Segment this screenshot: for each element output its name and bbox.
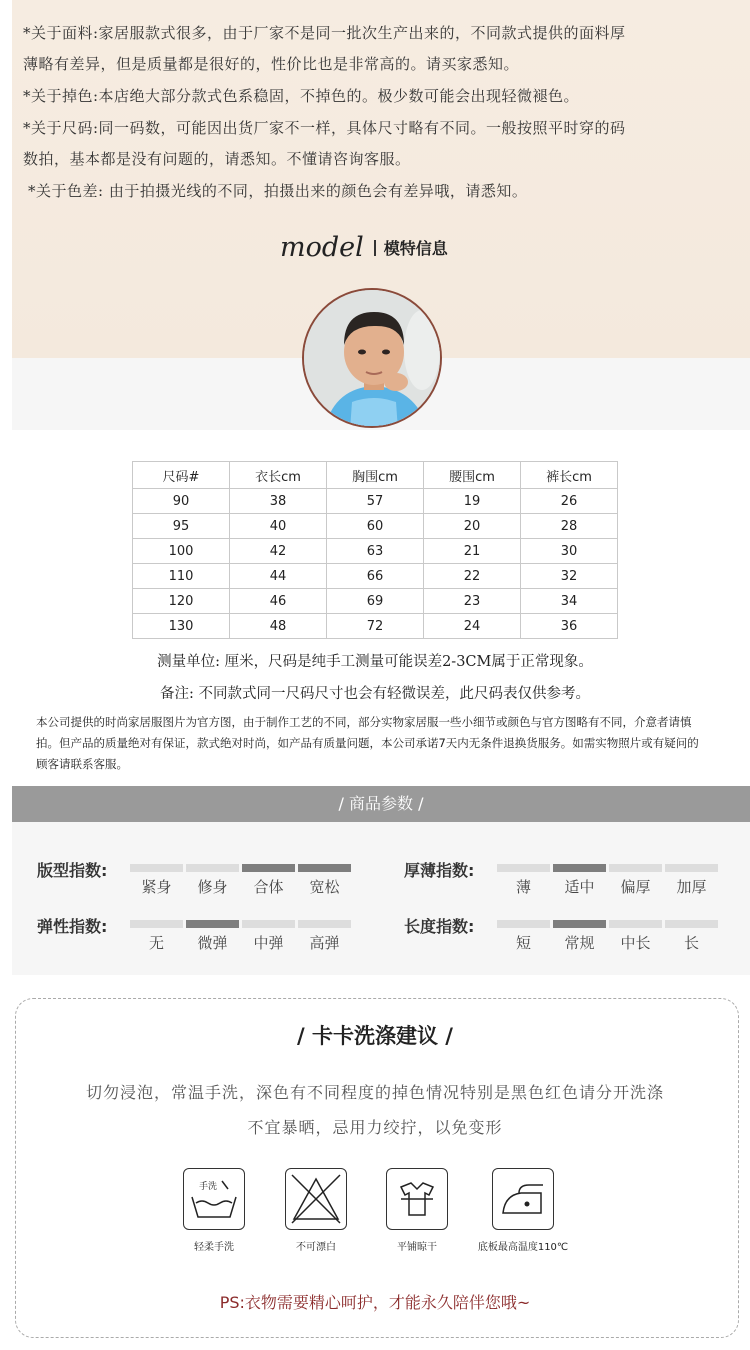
table-cell: 22 <box>424 564 521 589</box>
table-row <box>133 489 618 514</box>
flat-dry-icon <box>386 1168 448 1230</box>
note-fading: *关于掉色:本店绝大部分款式色系稳固，不掉色的。极少数可能会出现轻微褪色。 <box>23 87 580 105</box>
table-cell: 44 <box>230 564 327 589</box>
model-word: model <box>280 232 364 263</box>
company-disclaimer-line: 本公司提供的时尚家居服图片为官方图，由于制作工艺的不同，部分实物家居服一些小细节或颜色与官方图略有不同，介意者请慎 <box>36 715 692 729</box>
table-cell: 120 <box>133 589 230 614</box>
param-option: 修身 <box>186 864 239 897</box>
param-label-fit: 版型指数: <box>37 861 108 880</box>
table-cell: 46 <box>230 589 327 614</box>
param-option: 长 <box>665 920 718 953</box>
child-portrait-icon <box>304 290 442 428</box>
table-cell: 48 <box>230 614 327 639</box>
ps-note: PS:衣物需要精心呵护，才能永久陪伴您哦~ <box>219 1293 531 1312</box>
company-disclaimer <box>36 712 736 775</box>
param-option-active: 微弹 <box>186 920 239 953</box>
table-cell: 57 <box>327 489 424 514</box>
table-cell: 95 <box>133 514 230 539</box>
hand-wash-label: 手洗 <box>199 1182 218 1192</box>
table-cell: 36 <box>521 614 618 639</box>
param-option: 高弹 <box>298 920 351 953</box>
params-title-bar: / 商品参数 / <box>12 786 750 822</box>
model-info-label: 模特信息 <box>383 239 448 258</box>
header-length: 衣长cm <box>230 462 327 489</box>
param-option-active: 常规 <box>553 920 606 953</box>
header-chest: 胸围cm <box>327 462 424 489</box>
table-cell: 72 <box>327 614 424 639</box>
param-option: 无 <box>130 920 183 953</box>
table-cell: 63 <box>327 539 424 564</box>
table-row <box>133 539 618 564</box>
note-size: *关于尺码:同一码数，可能因出货厂家不一样，具体尺寸略有不同。一般按照平时穿的码 <box>23 119 626 137</box>
param-option-active: 合体 <box>242 864 295 897</box>
size-table <box>132 461 618 639</box>
model-avatar <box>302 288 442 428</box>
note-size-cont: 数拍，基本都是没有问题的，请悉知。不懂请咨询客服。 <box>23 150 411 168</box>
table-row <box>133 614 618 639</box>
table-cell: 26 <box>521 489 618 514</box>
measure-unit-note: 测量单位: 厘米，尺码是纯手工测量可能误差2-3CM属于正常现象。 <box>157 654 593 670</box>
param-option: 短 <box>497 920 550 953</box>
table-cell: 40 <box>230 514 327 539</box>
table-cell: 24 <box>424 614 521 639</box>
table-cell: 23 <box>424 589 521 614</box>
table-cell: 28 <box>521 514 618 539</box>
table-cell: 19 <box>424 489 521 514</box>
hand-wash-icon <box>183 1168 245 1230</box>
note-fabric: *关于面料:家居服款式很多，由于厂家不是同一批次生产出来的，不同款式提供的面料厚 <box>23 24 626 42</box>
note-color: *关于色差: 由于拍摄光线的不同，拍摄出来的颜色会有差异哦，请悉知。 <box>28 182 528 200</box>
wash-caption: 不可漂白 <box>296 1242 336 1253</box>
table-cell: 32 <box>521 564 618 589</box>
param-option: 紧身 <box>130 864 183 897</box>
param-label-length: 长度指数: <box>404 917 475 936</box>
table-cell: 38 <box>230 489 327 514</box>
table-cell: 21 <box>424 539 521 564</box>
table-cell: 20 <box>424 514 521 539</box>
table-cell: 100 <box>133 539 230 564</box>
note-fabric-cont: 薄略有差异，但是质量都是很好的，性价比也是非常高的。请买家悉知。 <box>23 55 520 73</box>
wash-caption: 平铺晾干 <box>397 1242 437 1253</box>
param-option: 中长 <box>609 920 662 953</box>
param-option: 中弹 <box>242 920 295 953</box>
table-cell: 60 <box>327 514 424 539</box>
table-cell: 30 <box>521 539 618 564</box>
table-row <box>133 514 618 539</box>
table-cell: 66 <box>327 564 424 589</box>
table-row <box>133 589 618 614</box>
header-pants-length: 裤长cm <box>521 462 618 489</box>
param-option: 偏厚 <box>609 864 662 897</box>
table-cell: 110 <box>133 564 230 589</box>
table-cell: 69 <box>327 589 424 614</box>
param-option: 薄 <box>497 864 550 897</box>
table-cell: 90 <box>133 489 230 514</box>
param-option: 加厚 <box>665 864 718 897</box>
wash-caption: 轻柔手洗 <box>194 1242 234 1253</box>
table-cell: 42 <box>230 539 327 564</box>
iron-icon <box>492 1168 554 1230</box>
param-label-thickness: 厚薄指数: <box>404 861 475 880</box>
table-row <box>133 564 618 589</box>
company-disclaimer-line: 拍。但产品的质量绝对有保证，款式绝对时尚，如产品有质量问题，本公司承诺7天内无条件退换货服务。如需实物照片或有疑问的 <box>36 736 699 750</box>
param-option-active: 适中 <box>553 864 606 897</box>
model-title <box>280 232 448 263</box>
param-label-elasticity: 弹性指数: <box>37 917 108 936</box>
remark-note: 备注: 不同款式同一尺码尺寸也会有轻微误差，此尺码表仅供参考。 <box>160 686 590 702</box>
size-table-header-row <box>133 462 618 489</box>
wash-instruction-line: 不宜暴晒，忌用力绞拧，以免变形 <box>247 1118 503 1137</box>
title-divider <box>374 240 376 256</box>
param-option-active: 宽松 <box>298 864 351 897</box>
header-size: 尺码# <box>133 462 230 489</box>
table-cell: 34 <box>521 589 618 614</box>
header-waist: 腰围cm <box>424 462 521 489</box>
wash-caption: 底板最高温度110℃ <box>477 1242 569 1253</box>
table-cell: 130 <box>133 614 230 639</box>
wash-title: / 卡卡洗涤建议 / <box>297 1024 453 1048</box>
company-disclaimer-line: 顾客请联系客服。 <box>36 757 128 771</box>
no-bleach-icon <box>285 1168 347 1230</box>
wash-instruction-line: 切勿浸泡，常温手洗，深色有不同程度的掉色情况特别是黑色红色请分开洗涤 <box>85 1083 664 1102</box>
